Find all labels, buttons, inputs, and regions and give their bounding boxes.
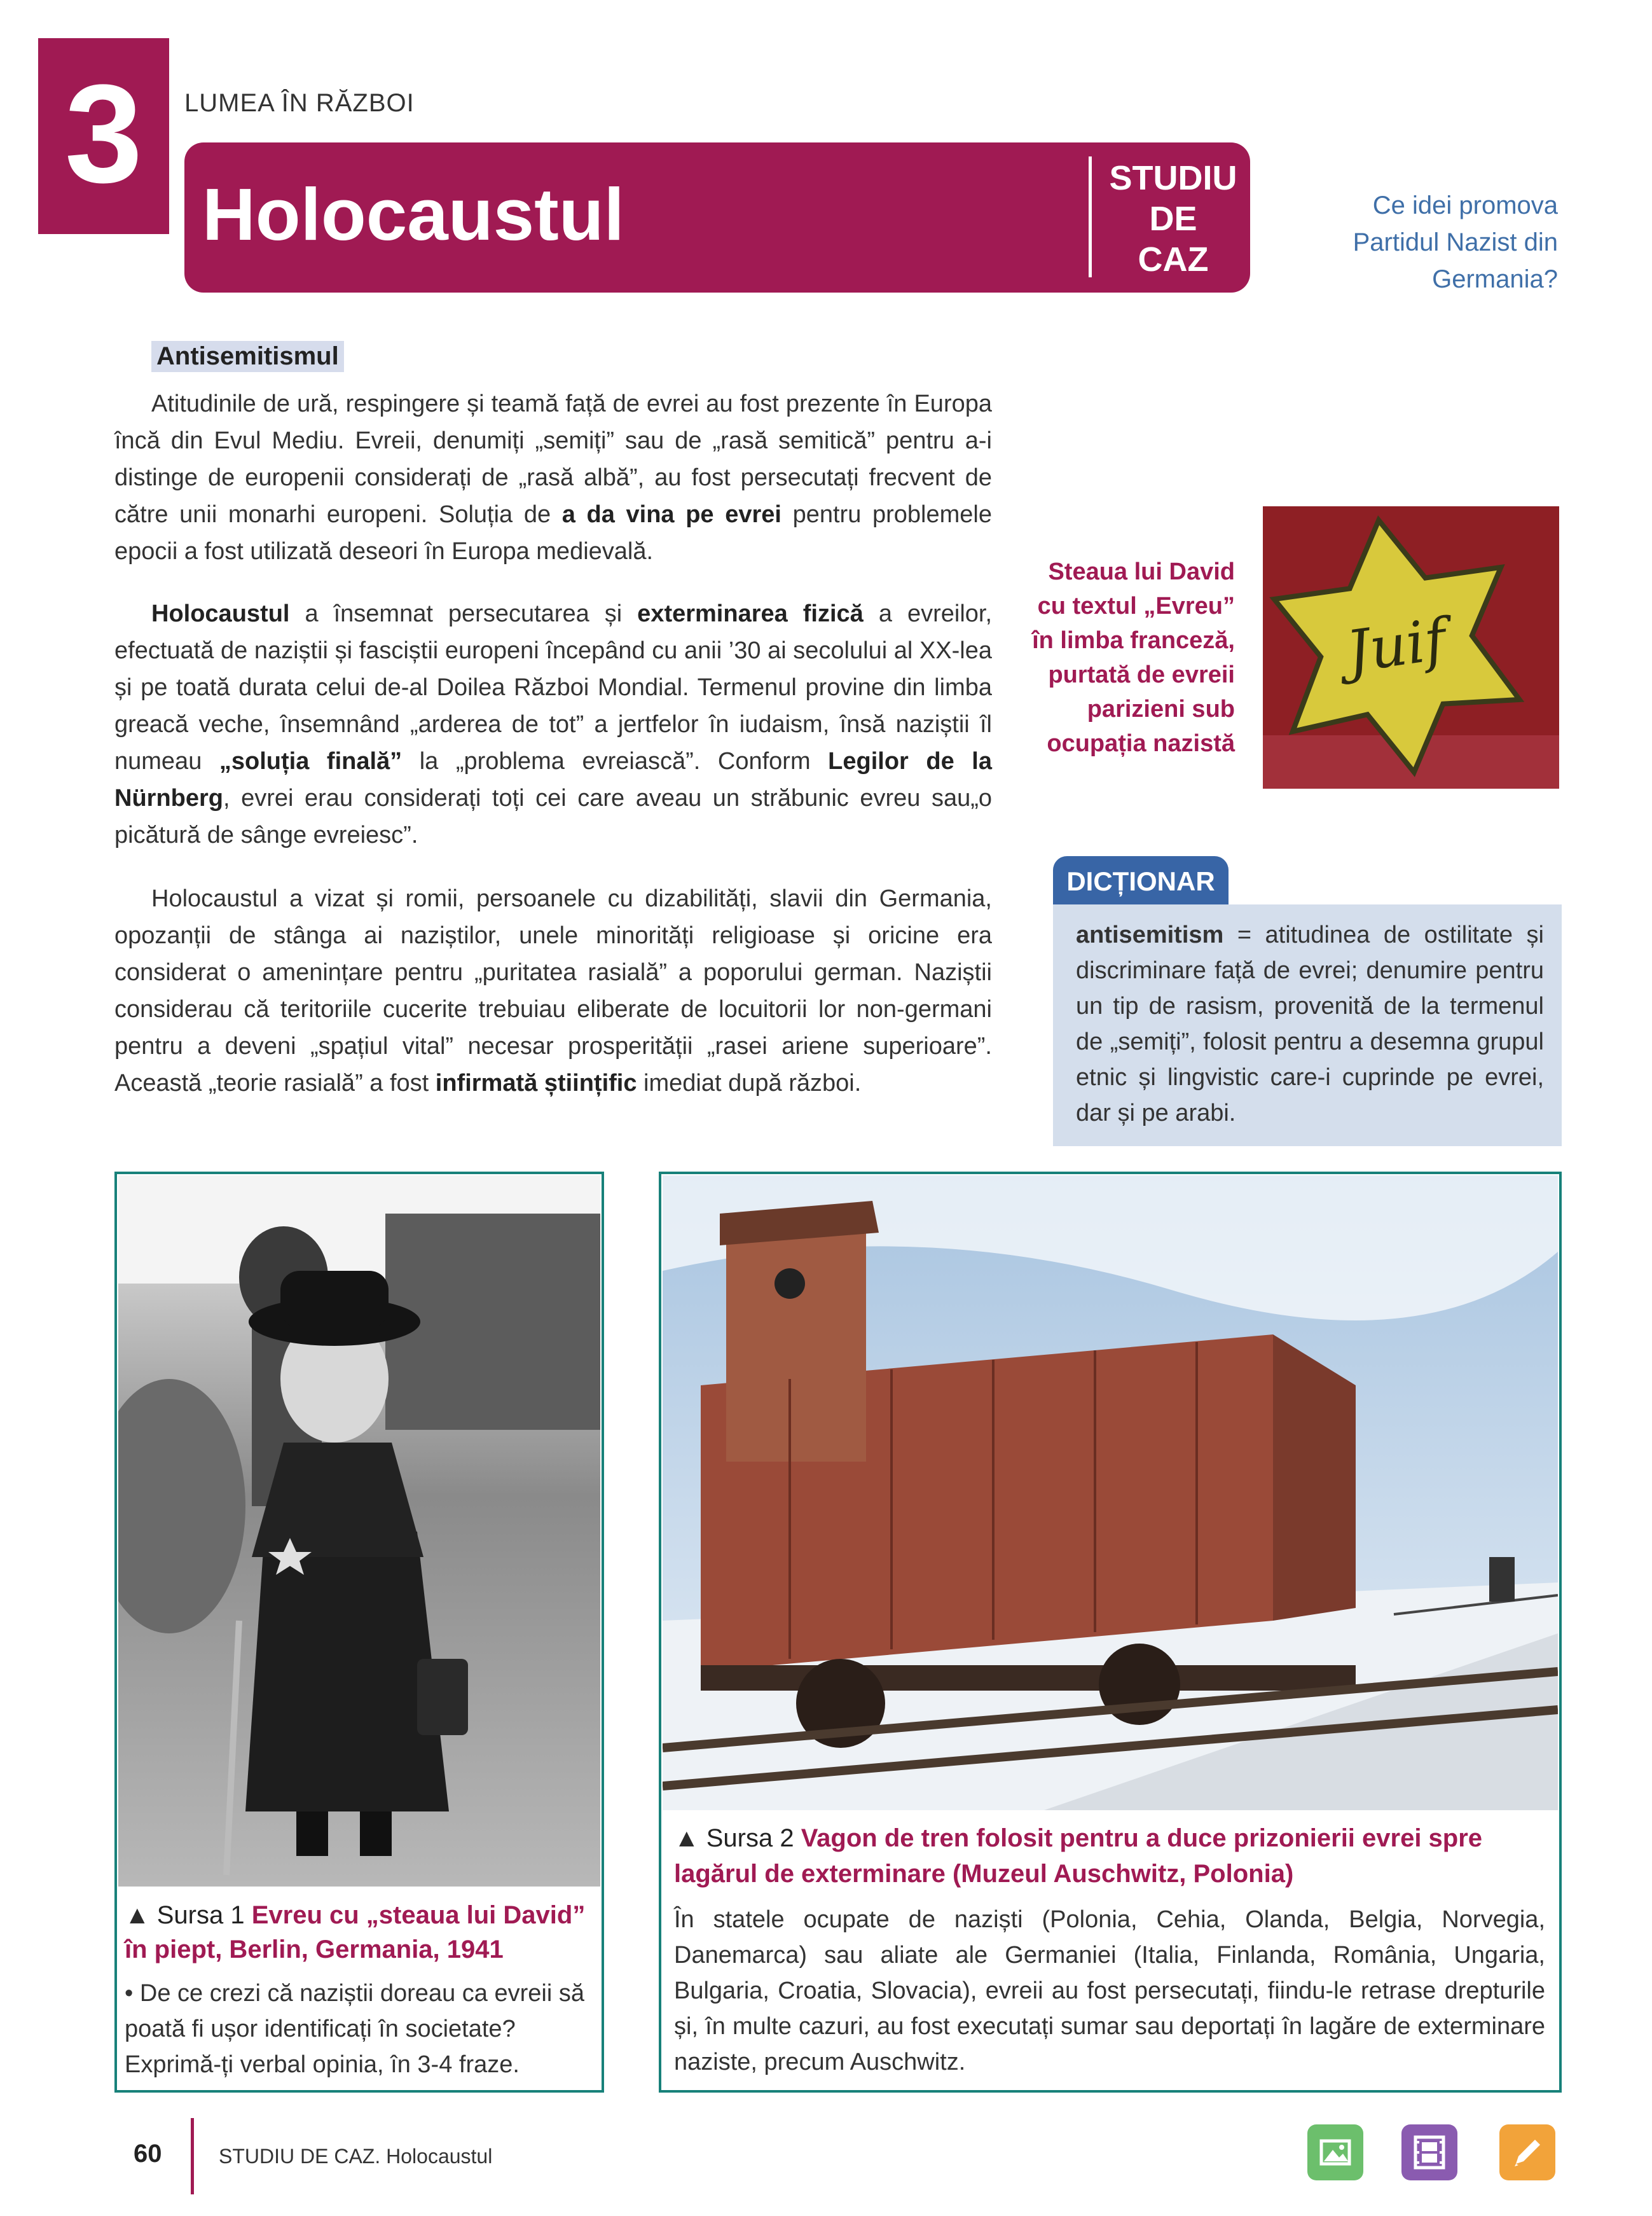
star-of-david-photo <box>1263 506 1559 789</box>
text-run: a evreilor, efectuată de naziștii și fasciștii europeni începând cu anii ’30 ai secolului al XX-lea și pe toată durata celui de-al Doilea Război Mondial. Termenul provine din limba greacă veche, însemnând „arderea de tot” a jertfelor în iudaism, însă naziștii îl numeau <box>114 600 993 775</box>
title-divider <box>1089 156 1092 277</box>
bold-term: „soluția finală” <box>219 748 403 775</box>
image-icon[interactable] <box>1307 2124 1363 2180</box>
bold-term: exterminarea fizică <box>637 600 864 627</box>
text-run: , evrei erau considerați toți cei care aveau un străbunic evreu sau„o picătură de sânge evreiesc”. <box>114 785 992 848</box>
source-1-caption <box>125 1898 595 1967</box>
text-run: a însemnat persecutarea și <box>289 600 638 627</box>
bold-term: Holocaustul <box>151 600 290 627</box>
paragraph-3 <box>114 880 992 1102</box>
dictionary-text <box>1076 917 1544 1131</box>
film-icon[interactable] <box>1401 2124 1457 2180</box>
source-2-caption <box>674 1820 1545 1892</box>
source-2-marker: ▲ <box>674 1824 699 1852</box>
side-question: Ce idei promova Partidul Nazist din Germania? <box>1353 191 1558 293</box>
text-run: Holocaustul a vizat și romii, persoanele cu dizabilități, slavii din Germania, opozanții de stânga ai naziștilor, unele minorități religioase și oricine era considerat o amenințare pentru „puritatea rasială” a poporului german. Naziștii considerau că teritoriile cucerite trebuiau eliberate de locuitorii lor non-germani pentru a deveni „spațiul vital” necesar prosperității „rasei ariene superioare”. Această „teorie rasială” a fost <box>114 885 992 1097</box>
man-with-star-illustration <box>118 1175 600 1887</box>
source-2-text: În statele ocupate de naziști (Polonia, Cehia, Olanda, Belgia, Norvegia, Danemarca) sau aliate ale Germaniei (Italia, Finlanda, România, Ungaria, Bulgaria, Croatia, Slovacia), evreii au fost persecutați, fiindu-le retrase drepturile și, în multe cazuri, au fost executați sumar sau deportați în lagăre de exterminare naziste, precum Auschwitz. <box>674 1906 1545 2075</box>
dictionary-definition: = atitudinea de ostilitate și discriminare față de evrei; denumire pentru un tip de rasism, provenită de la termenul de „semiți”, folosit pentru a desemna grupul etnic și lingvistic care-i cuprinde pe evrei, dar și pe arabi. <box>1076 922 1544 1126</box>
chapter-number: 3 <box>64 55 143 212</box>
bold-term: a da vina pe evrei <box>561 501 781 528</box>
text-run: pentru problemele epocii a fost utilizată deseori în Europa medievală. <box>114 501 992 565</box>
text-run: imediat după război. <box>637 1070 862 1097</box>
source-1-question <box>125 1976 595 2082</box>
pencil-icon[interactable] <box>1499 2124 1555 2180</box>
footer-divider <box>191 2118 194 2194</box>
source-1-title: Evreu cu „steaua lui David” în piept, Berlin, Germania, 1941 <box>125 1901 586 1963</box>
bold-term: infirmată științific <box>435 1070 637 1097</box>
bold-term: Legilor de la Nürnberg <box>114 748 992 812</box>
section-heading: Antisemitismul <box>151 341 344 372</box>
source-1-label: Sursa 1 <box>156 1901 245 1929</box>
source-1-marker: ▲ <box>125 1901 150 1929</box>
chapter-title: LUMEA ÎN RĂZBOI <box>184 89 415 117</box>
footer-text: STUDIU DE CAZ. Holocaustul <box>219 2145 493 2168</box>
dictionary-term: antisemitism <box>1076 922 1224 948</box>
dictionary-label: DICȚIONAR <box>1053 856 1229 904</box>
text-run: la „problema evreiască”. Conform <box>402 748 829 775</box>
case-label-line: STUDIU <box>1109 159 1237 197</box>
paragraph-1 <box>114 385 992 570</box>
text-run: Atitudinile de ură, respingere și teamă față de evrei au fost prezente în Europa încă din Evul Mediu. Evreii, denumiți „semiți” sau de „rasă semitică” pentru a-i distinge de europenii considerați de „rasă albă”, au fost persecutați frecvent de către unii monarhi europeni. Soluția de <box>114 391 992 528</box>
source-2-photo <box>663 1175 1558 1810</box>
bullet: • <box>125 1980 134 2007</box>
star-badge-text: Juif <box>1342 606 1450 686</box>
case-label-line: CAZ <box>1138 240 1209 279</box>
source-2-title: Vagon de tren folosit pentru a duce prizonierii evrei spre lagărul de exterminare (Muzeul Auschwitz, Polonia) <box>674 1824 1483 1888</box>
source-2-label: Sursa 2 <box>706 1824 794 1852</box>
case-study-label <box>1100 158 1246 280</box>
train-wagon-illustration <box>663 1175 1558 1810</box>
case-label-line: DE <box>1149 200 1197 238</box>
page-number: 60 <box>134 2140 162 2168</box>
question-text: De ce crezi că naziștii doreau ca evreii să poată fi ușor identificați în societate? Exprimă-ți verbal opinia, în 3-4 fraze. <box>125 1980 584 2078</box>
source-1-photo <box>118 1175 600 1887</box>
star-photo-caption: Steaua lui David cu textul „Evreu” în limba franceză, purtată de evreii parizieni sub ocupația nazistă <box>1032 558 1235 757</box>
star-badge-illustration <box>1263 506 1559 789</box>
paragraph-2 <box>114 595 992 854</box>
page-title: Holocaustul <box>202 173 624 256</box>
